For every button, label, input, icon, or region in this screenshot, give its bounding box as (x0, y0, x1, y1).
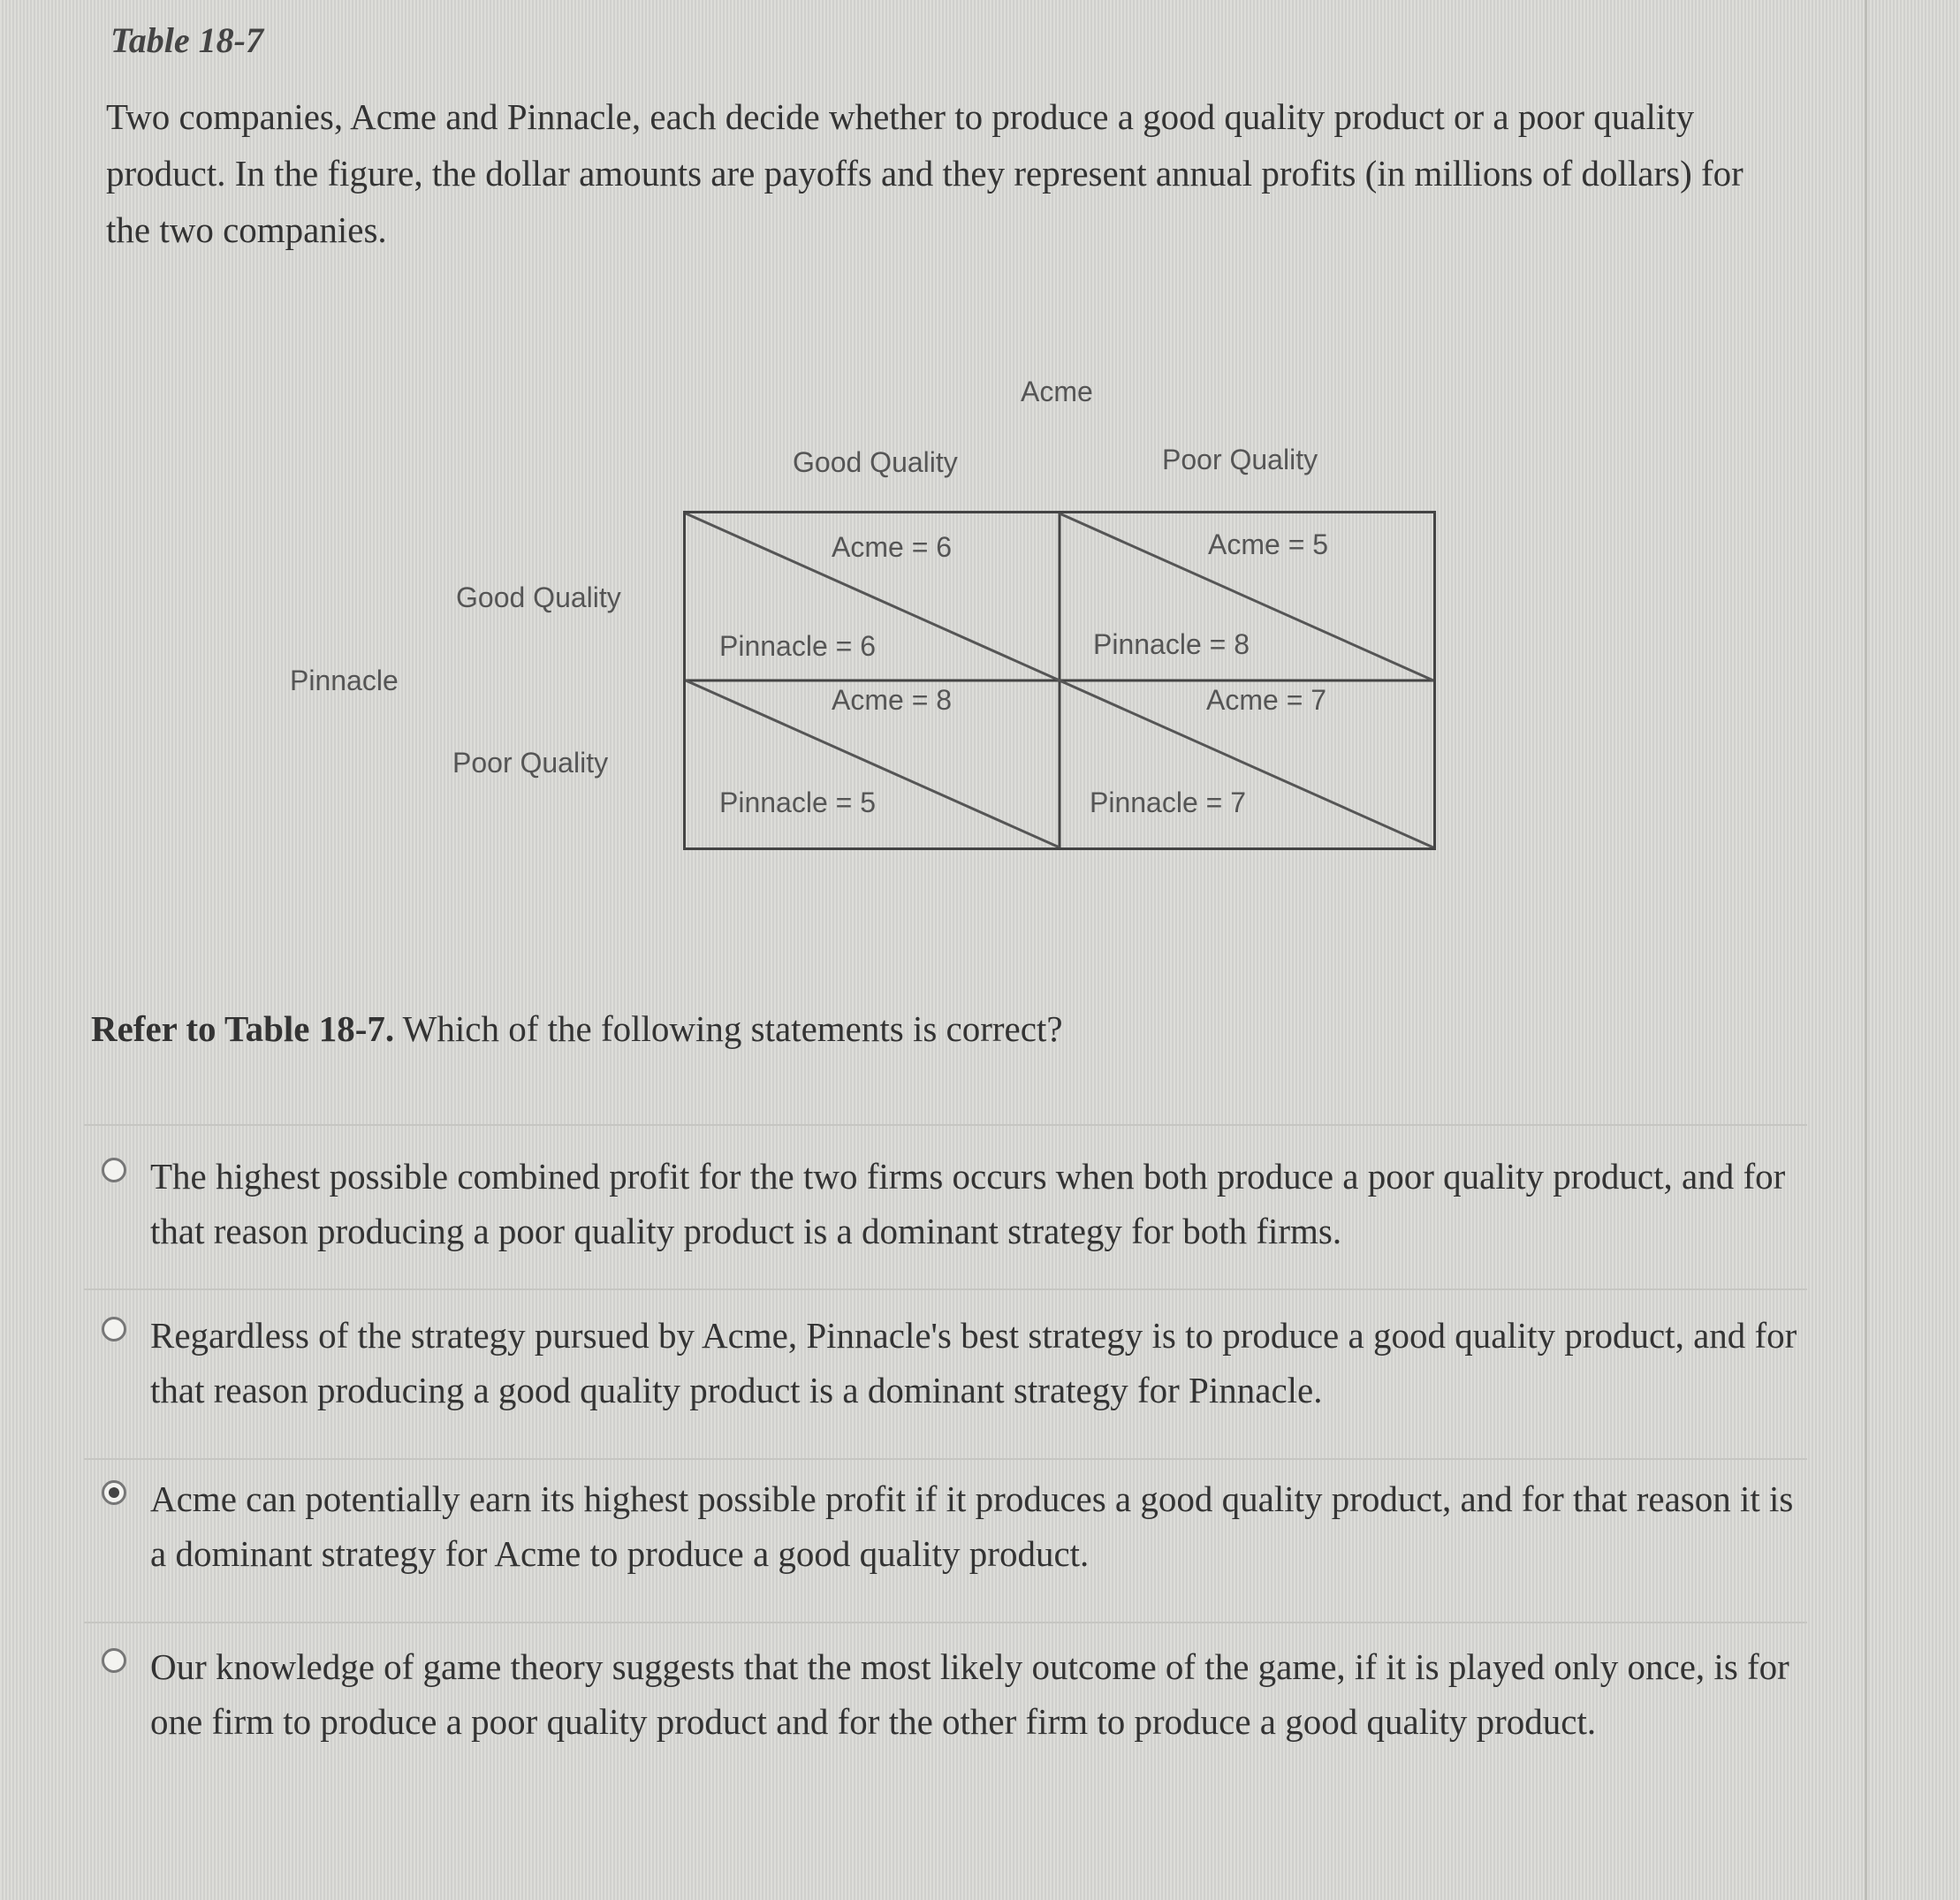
divider (84, 1288, 1807, 1290)
acme-payoff: Acme = 8 (832, 684, 953, 716)
question-reference: Refer to Table 18-7. (91, 1008, 395, 1049)
option-text: Acme can potentially earn its highest possible profit if it produces a good quality product, and for that reason it is a dominant strategy for Acme to produce a good quality product. (150, 1478, 1794, 1574)
option-text: Regardless of the strategy pursued by Acme, Pinnacle's best strategy is to produce a good quality product, and for that reason producing a good quality product is a dominant strategy for Pinnacle. (150, 1315, 1797, 1410)
option-text: The highest possible combined profit for the two firms occurs when both produce a poor quality product, and for that reason producing a poor quality product is a dominant strategy for both firms. (150, 1156, 1786, 1251)
acme-payoff: Acme = 7 (1206, 684, 1327, 716)
row-header-poor: Poor Quality (452, 747, 609, 779)
pinnacle-payoff: Pinnacle = 6 (719, 630, 877, 662)
row-header-good: Good Quality (456, 581, 621, 613)
intro-paragraph: Two companies, Acme and Pinnacle, each decide whether to produce a good quality product or a poor quality product. In the figure, the dollar amounts are payoffs and they represent annual profits (in millions of dollars) for the two companies. (106, 96, 1743, 250)
cell-good-good (686, 513, 1060, 680)
payoff-matrix (683, 511, 1436, 850)
cell-poor-good (686, 680, 1060, 847)
divider (84, 1124, 1807, 1126)
question-text (91, 1007, 1063, 1050)
column-header-poor: Poor Quality (1162, 444, 1318, 475)
column-player-label: Acme (1021, 376, 1093, 407)
table-title: Table 18-7 (110, 20, 263, 60)
radio-button-selected[interactable] (102, 1480, 126, 1505)
pinnacle-payoff: Pinnacle = 5 (719, 787, 877, 818)
pinnacle-payoff: Pinnacle = 7 (1090, 787, 1247, 818)
cell-poor-poor (1060, 680, 1433, 847)
question-prompt: Which of the following statements is correct? (402, 1008, 1063, 1049)
option-text: Our knowledge of game theory suggests that the most likely outcome of the game, if it is played only once, is for one firm to produce a poor quality product and for the other firm to produce a good quality product. (150, 1646, 1789, 1742)
radio-button[interactable] (102, 1648, 126, 1673)
pinnacle-payoff: Pinnacle = 8 (1093, 628, 1250, 660)
divider (84, 1622, 1807, 1623)
column-header-good: Good Quality (793, 446, 958, 478)
acme-payoff: Acme = 6 (832, 531, 953, 563)
radio-button[interactable] (102, 1317, 126, 1341)
acme-payoff: Acme = 5 (1208, 528, 1329, 560)
row-player-label: Pinnacle (290, 665, 399, 696)
radio-button[interactable] (102, 1158, 126, 1182)
divider (84, 1458, 1807, 1460)
cell-good-poor (1060, 513, 1433, 680)
